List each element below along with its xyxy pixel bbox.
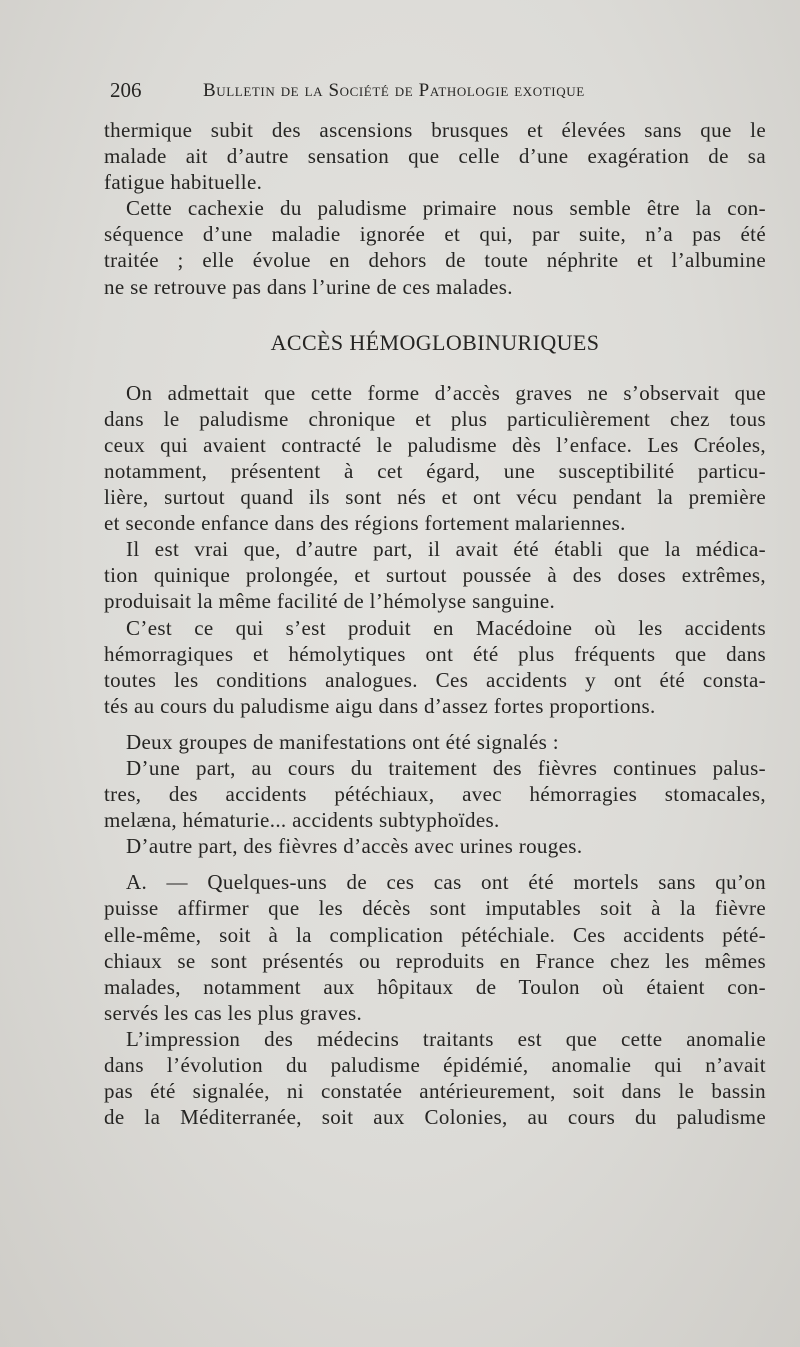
text-line: servés les cas les plus graves. xyxy=(104,1000,363,1025)
text-line: On admettait que cette forme d’accès graves ne s’observait que xyxy=(126,380,766,405)
text-line: lière, surtout quand ils sont nés et ont vécu pendant la première xyxy=(104,485,766,510)
text-line: ceux qui avaient contracté le paludisme dès l’enface. Les Créoles, xyxy=(104,432,766,457)
page-number: 206 xyxy=(110,78,142,102)
text-line: malade ait d’autre sensation que celle d’une exagération de sa xyxy=(104,144,766,169)
text-line: Il est vrai que, d’autre part, il avait été établi que la médica- xyxy=(126,537,766,562)
text-line: pas été signalée, ni constatée antérieurement, soit dans le bassin xyxy=(104,1079,766,1104)
text-line: dans le paludisme chronique et plus particulièrement chez tous xyxy=(104,406,766,431)
text-line: tion quinique prolongée, et surtout poussée à des doses extrêmes, xyxy=(104,563,766,588)
text-line: elle-même, soit à la complication pétéchiale. Ces accidents pété- xyxy=(104,922,766,947)
text-line: melæna, hématurie... accidents subtyphoïdes. xyxy=(104,808,500,833)
paragraph-gap xyxy=(104,859,766,869)
text-line: traitée ; elle évolue en dehors de toute néphrite et l’albumine xyxy=(104,248,766,273)
paragraph-gap xyxy=(104,719,766,729)
text-line: puisse affirmer que les décès sont imputables soit à la fièvre xyxy=(104,896,766,921)
text-line: Deux groupes de manifestations ont été signalés : xyxy=(126,729,559,754)
text-line: toutes les conditions analogues. Ces accidents y ont été consta- xyxy=(104,667,766,692)
text-line: C’est ce qui s’est produit en Macédoine où les accidents xyxy=(126,615,766,640)
section-heading: ACCÈS HÉMOGLOBINURIQUES xyxy=(270,329,600,355)
text-line: tres, des accidents pétéchiaux, avec hémorragies stomacales, xyxy=(104,782,766,807)
text-line: D’une part, au cours du traitement des fièvres continues palus- xyxy=(126,755,766,780)
text-line: L’impression des médecins traitants est que cette anomalie xyxy=(126,1026,766,1051)
text-line: hémorragiques et hémolytiques ont été plus fréquents que dans xyxy=(104,641,766,666)
running-title: Bulletin de la Société de Pathologie exotique xyxy=(203,80,585,101)
text-line: malades, notamment aux hôpitaux de Toulon où étaient con- xyxy=(104,974,766,999)
text-line: D’autre part, des fièvres d’accès avec urines rouges. xyxy=(126,834,583,859)
text-line: ne se retrouve pas dans l’urine de ces malades. xyxy=(104,274,513,299)
text-line: de la Méditerranée, soit aux Colonies, au cours du paludisme xyxy=(104,1105,766,1130)
text-line: et seconde enfance dans des régions fortement malariennes. xyxy=(104,511,626,536)
page-header xyxy=(110,78,680,108)
text-line: dans l’évolution du paludisme épidémié, anomalie qui n’avait xyxy=(104,1053,766,1077)
text-line: chiaux se sont présentés ou reproduits en France chez les mêmes xyxy=(104,948,766,973)
text-line: notamment, présentent à cet égard, une susceptibilité particu- xyxy=(104,458,766,483)
text-line: A. — Quelques-uns de ces cas ont été mortels sans qu’on xyxy=(126,870,766,895)
text-line: fatigue habituelle. xyxy=(104,170,263,195)
text-line: tés au cours du paludisme aigu dans d’assez fortes proportions. xyxy=(104,693,656,718)
text-line: thermique subit des ascensions brusques et élevées sans que le xyxy=(104,118,766,142)
body-text xyxy=(104,117,766,1130)
text-line: séquence d’une maladie ignorée et qui, par suite, n’a pas été xyxy=(104,222,766,247)
text-line: Cette cachexie du paludisme primaire nous semble être la con- xyxy=(126,196,766,221)
text-line: produisait la même facilité de l’hémolyse sanguine. xyxy=(104,589,556,614)
